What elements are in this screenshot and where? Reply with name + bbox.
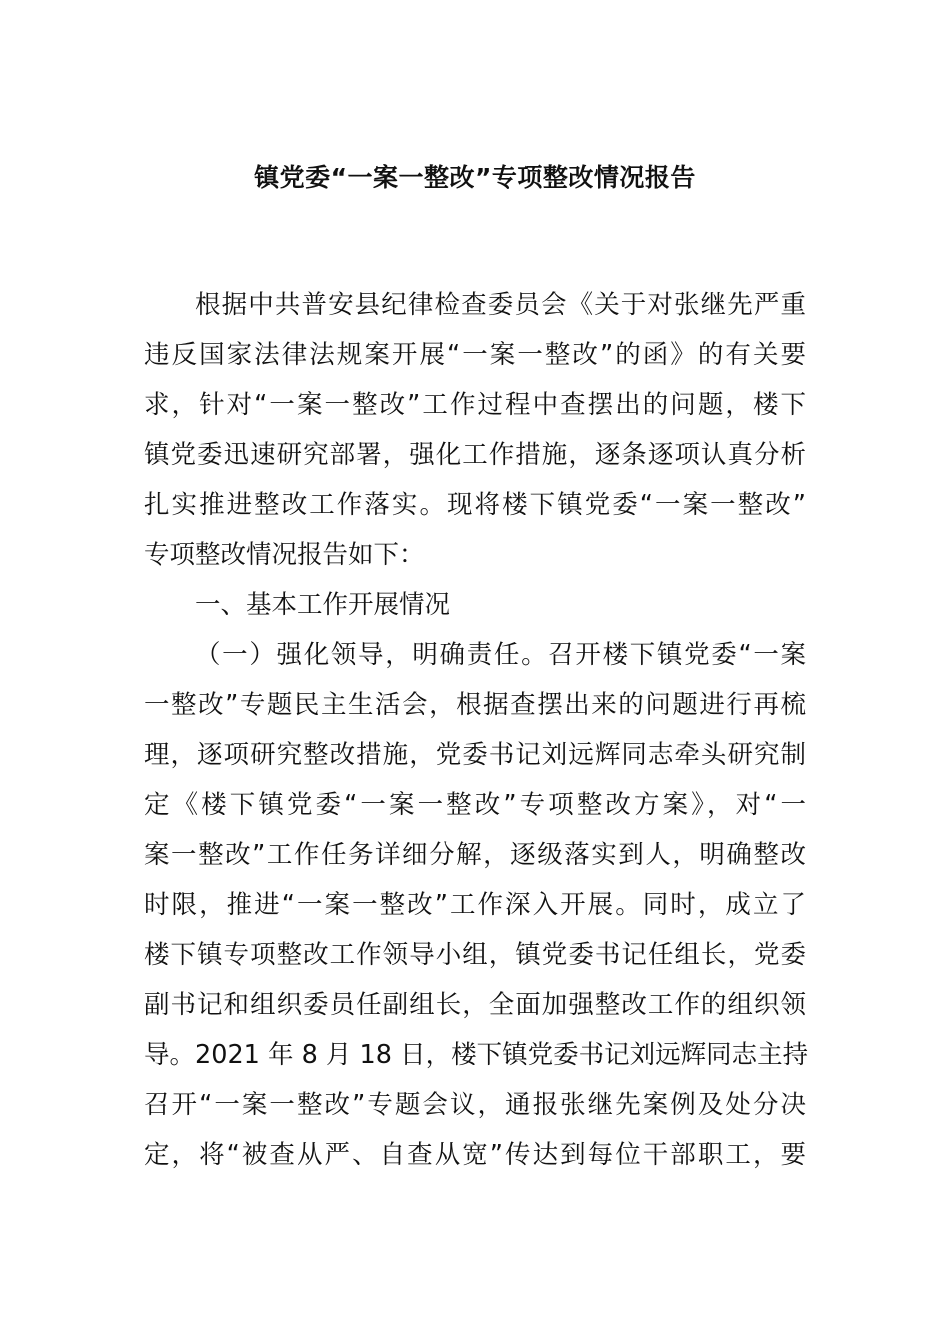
paragraph-3-line-4: 定《楼下镇党委“一案一整改”专项整改方案》，对“一 <box>144 790 806 820</box>
paragraph-3-line-7: 楼下镇专项整改工作领导小组，镇党委书记任组长，党委 <box>144 940 806 970</box>
paragraph-3-line-8: 副书记和组织委员任副组长，全面加强整改工作的组织领 <box>144 990 806 1020</box>
paragraph-1-line-5: 扎实推进整改工作落实。现将楼下镇党委“一案一整改” <box>144 490 806 520</box>
paragraph-3-line-3: 理，逐项研究整改措施，党委书记刘远辉同志牵头研究制 <box>144 740 806 770</box>
paragraph-3-line-2: 一整改”专题民主生活会，根据查摆出来的问题进行再梳 <box>144 690 806 720</box>
document-body <box>144 280 809 1180</box>
paragraph-3-line-9: 导。2021 年 8 月 18 日，楼下镇党委书记刘远辉同志主持 <box>144 1040 809 1070</box>
paragraph-1-line-6: 专项整改情况报告如下： <box>144 540 425 570</box>
document-title: 镇党委“一案一整改”专项整改情况报告 <box>254 163 696 192</box>
paragraph-3-line-11: 定，将“被查从严、自查从宽”传达到每位干部职工，要 <box>144 1140 806 1170</box>
paragraph-1-line-2: 违反国家法律法规案开展“一案一整改”的函》的有关要 <box>144 340 806 370</box>
paragraph-3-line-10: 召开“一案一整改”专题会议，通报张继先案例及处分决 <box>144 1090 806 1120</box>
paragraph-3-line-6: 时限，推进“一案一整改”工作深入开展。同时，成立了 <box>144 890 806 920</box>
paragraph-1-line-3: 求，针对“一案一整改”工作过程中查摆出的问题，楼下 <box>144 390 806 420</box>
paragraph-1-line-4: 镇党委迅速研究部署，强化工作措施，逐条逐项认真分析 <box>144 440 806 470</box>
section-heading-1: 一、基本工作开展情况 <box>195 590 451 620</box>
paragraph-1-line-1: 根据中共普安县纪律检查委员会《关于对张继先严重 <box>195 290 806 320</box>
paragraph-3-line-5: 案一整改”工作任务详细分解，逐级落实到人，明确整改 <box>144 840 806 870</box>
paragraph-3-line-1: （一）强化领导，明确责任。召开楼下镇党委“一案 <box>195 640 806 670</box>
